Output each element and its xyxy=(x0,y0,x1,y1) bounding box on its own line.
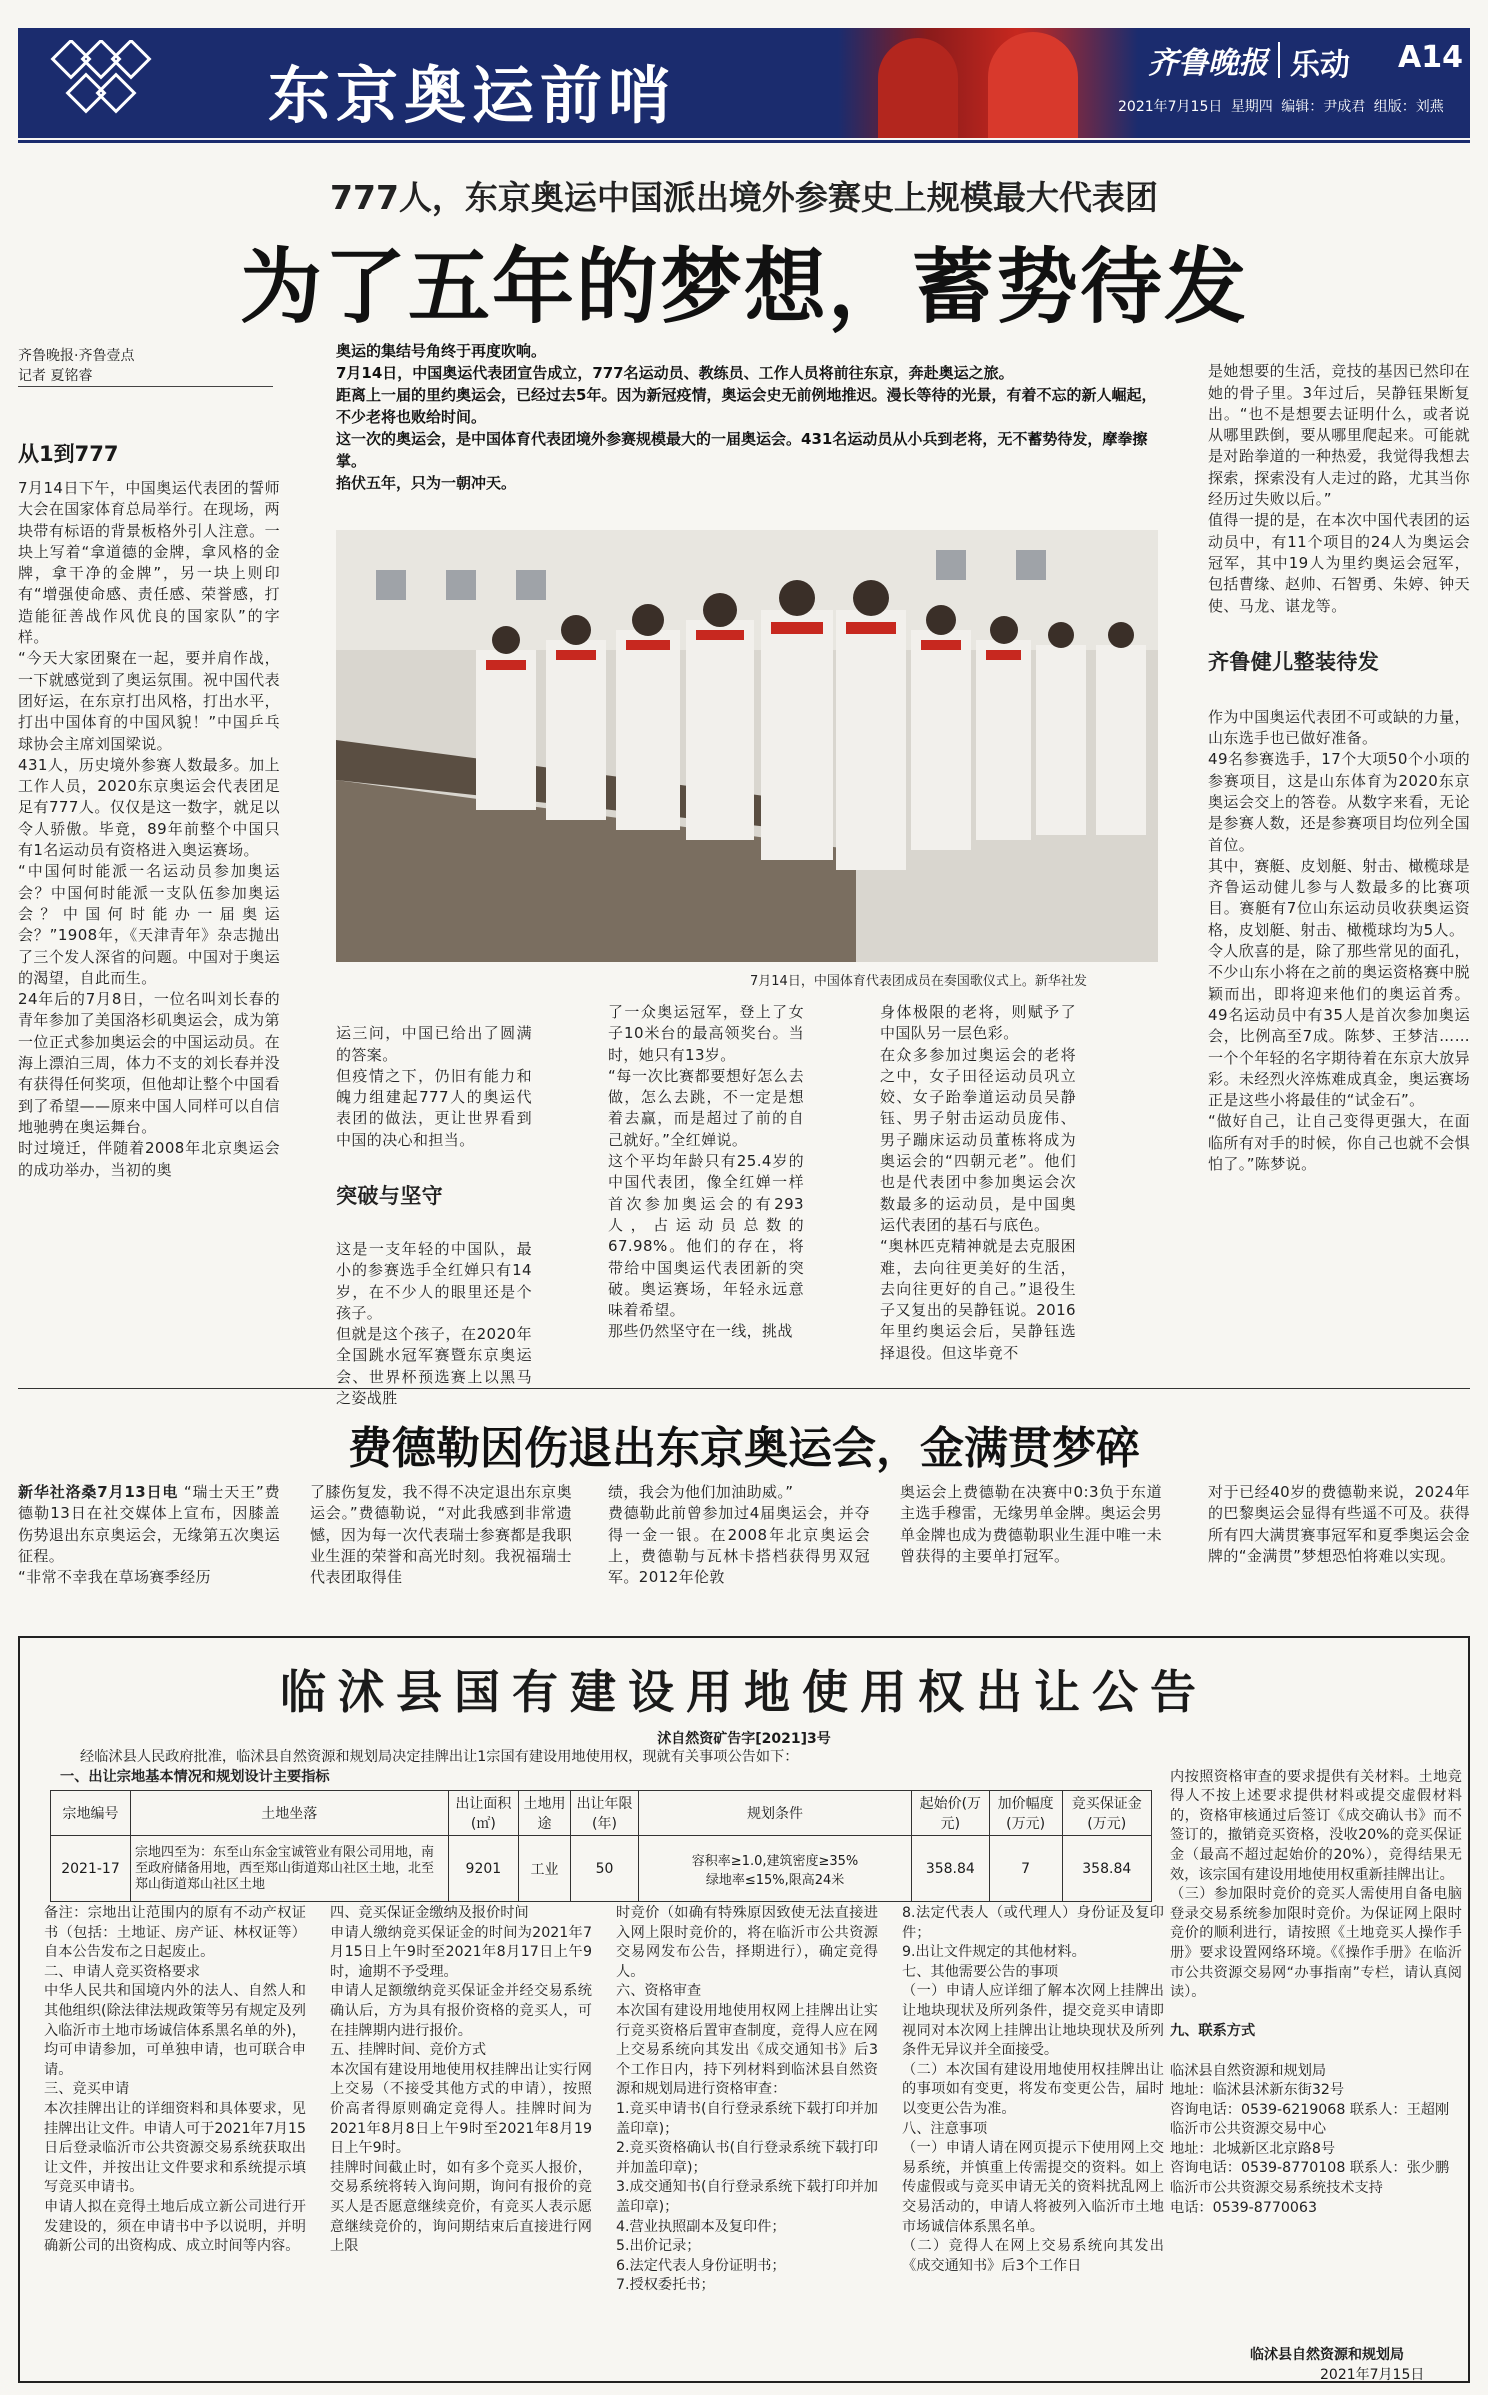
notice-intro: 经临沭县人民政府批准，临沭县自然资源和规划局决定挂牌出让1宗国有建设用地使用权，现就有关事项公告如下： xyxy=(80,1749,799,1765)
table-cell: 7 xyxy=(989,1836,1062,1902)
issue-weekday: 星期四 xyxy=(1230,99,1273,115)
table-cell: 9201 xyxy=(448,1836,519,1902)
article-subtitle: 777人，东京奥运中国派出境外参赛史上规模最大代表团 xyxy=(330,178,1158,217)
notice-number: 沭自然资矿告字[2021]3号 xyxy=(657,1731,831,1747)
section-heading: 突破与坚守 xyxy=(336,1184,443,1209)
table-cell: 宗地四至为：东至山东金宝诚管业有限公司用地，南至政府储备用地，西至郑山街道郑山社区土地，北至郑山街道郑山社区土地 xyxy=(130,1836,448,1902)
table-header: 规划条件 xyxy=(639,1791,912,1836)
article2-column-1 xyxy=(18,1482,280,1588)
header-info xyxy=(1118,96,1444,116)
byline-reporter: 记者 夏铭睿 xyxy=(18,366,273,387)
table-header: 宗地编号 xyxy=(51,1791,131,1836)
article-headline: 为了五年的梦想，蓄势待发 xyxy=(239,240,1248,335)
land-notice xyxy=(18,1636,1470,2383)
article-column-2-text: 运三问，中国已给出了圆满的答案。 但疫情之下，仍旧有能力和魄力组建起777人的奥运代表团的做法，更让世界看到中国的决心和担当。 xyxy=(336,1024,532,1149)
table-cell: 358.84 xyxy=(1062,1836,1151,1902)
page-header xyxy=(18,28,1470,138)
section-name: 乐动 xyxy=(1290,48,1350,83)
byline-source: 齐鲁晚报·齐鲁壹点 xyxy=(18,348,135,364)
table-cell: 工业 xyxy=(519,1836,571,1902)
delegation-photo-image xyxy=(336,530,1158,962)
table-header: 竞买保证金(万元) xyxy=(1062,1791,1151,1836)
table-cell: 358.84 xyxy=(912,1836,990,1902)
notice-right-text: 内按照资格审查的要求提供有关材料。土地竞得人不按上述要求提供材料或提交虚假材料的，资格审核通过后签订《成交确认书》而不签订的，撤销竞买资格，没收20%的竞买保证金（最高不超过起始价的20%），竞得结果无效，该宗国有建设用地使用权重新挂牌出让。 （三）参加限时竞价的竞买人需使用自备电脑登录交易系统参加限时竞价。为保证网上限时竞价的顺利进行，请按照《土地竞买人操作手册》要求设置网络环境。《《操作手册》在临沂市公共资源交易网“办事指南”专栏，请认真阅读）。 xyxy=(1170,1768,1462,2001)
article2-column-4: 奥运会上费德勒在决赛中0:3负于东道主选手穆雷，无缘男单金牌。奥运会男单金牌也成为费德勒职业生涯中唯一未曾获得的主要单打冠军。 xyxy=(900,1483,1162,1565)
table-row xyxy=(51,1836,1152,1902)
page-number: A14 xyxy=(1398,40,1463,75)
table-cell: 50 xyxy=(570,1836,638,1902)
olympic-emblem-icon xyxy=(48,40,168,126)
article2-column-5: 对于已经40岁的费德勒来说，2024年的巴黎奥运会显得有些遥不可及。获得所有四大满贯赛事冠军和夏季奥运会金牌的“金满贯”梦想恐怕将难以实现。 xyxy=(1208,1483,1470,1565)
team-photo xyxy=(336,530,1158,962)
section-heading: 齐鲁健儿整装待发 xyxy=(1208,650,1380,675)
table-header-row xyxy=(51,1791,1152,1836)
designer: 组版：刘燕 xyxy=(1373,99,1444,115)
newspaper-logo: 齐鲁晚报 xyxy=(1148,46,1268,81)
notice-column-1: 备注：宗地出让范围内的原有不动产权证书（包括：土地证、房产证、林权证等）自本公告发布之日起废止。 二、申请人竞买资格要求 中华人民共和国境内外的法人、自然人和其他组织(除法律法规政策等另有规定及列入临沂市土地市场诚信体系黑名单的外)，均可申请参加，可单独申请，也可联合申请。 三、竞买申请 本次挂牌出让的详细资料和具体要求，见挂牌出让文件。申请人可于2021年7月15日后登录临沂市公共资源交易系统获取出让文件，并按出让文件要求和系统提示填写竞买申请书。 申请人拟在竞得土地后成立新公司进行开发建设的，须在申请书中予以说明，并明确新公司的出资构成、成立时间等内容。 xyxy=(44,1905,306,2255)
notice-section-9: 九、联系方式 xyxy=(1170,2023,1256,2040)
header-rule xyxy=(18,140,1470,143)
athletes-photo xyxy=(838,28,1138,138)
dateline: 新华社洛桑7月13日电 xyxy=(18,1483,179,1501)
article-column-5b-text: 作为中国奥运代表团不可或缺的力量，山东选手也已做好准备。 49名参赛选手，17个大项50个小项的参赛项目，这是山东体育为2020东京奥运会交上的答卷。从数字来看，无论是参赛人数，还是参赛项目均位列全国首位。 其中，赛艇、皮划艇、射击、橄榄球是齐鲁运动健儿参与人数最多的比赛项目。赛艇有7位山东运动员收获奥运资格，皮划艇、射击、橄榄球均为5人。 令人欣喜的是，除了那些常见的面孔，不少山东小将在之前的奥运资格赛中脱颖而出，即将迎来他们的奥运首秀。49名运动员中有35人是首次参加奥运会，比例高至7成。陈梦、王梦洁……一个个年轻的名字期待着在东京大放异彩。未经烈火淬炼难成真金，奥运赛场正是这些小将最佳的“试金石”。 “做好自己，让自己变得更强大，在面临所有对手的时候，你自己也就不会惧怕了。”陈梦说。 xyxy=(1208,707,1470,1173)
table-header: 起始价(万元) xyxy=(912,1791,990,1836)
notice-issuer: 临沭县自然资源和规划局 xyxy=(1250,2347,1404,2363)
article-lead: 奥运的集结号角终于再度吹响。 7月14日，中国奥运代表团宣告成立，777名运动员、教练员、工作人员将前往东京，奔赴奥运之旅。 距离上一届的里约奥运会，已经过去5年。因为新冠疫情，奥运会史无前例地推迟。漫长等待的光景，有着不忘的新人崛起，不少老将也败给时间。 这一次的奥运会，是中国体育代表团境外参赛规模最大的一届奥运会。431名运动员从小兵到老将，无不蓄势待发，摩拳擦掌。 掐伏五年，只为一朝冲天。 xyxy=(336,342,1157,492)
photo-caption: 7月14日，中国体育代表团成员在奏国歌仪式上。新华社发 xyxy=(750,974,1087,989)
article2-headline: 费德勒因伤退出东京奥运会，金满贯梦碎 xyxy=(348,1423,1140,1474)
article-column-5 xyxy=(1208,340,1470,1197)
section-banner-title: 东京奥运前哨 xyxy=(268,59,677,132)
article-column-2b-text: 这是一支年轻的中国队，最小的参赛选手全红婵只有14岁，在不少人的眼里还是个孩子。 但就是这个孩子，在2020年全国跳水冠军赛暨东京奥运会、世界杯预选赛上以黑马之姿战胜 xyxy=(336,1239,532,1408)
article-column-3: 了一众奥运冠军，登上了女子10米台的最高领奖台。当时，她只有13岁。 “每一次比赛都要想好怎么去做，怎么去跳，不一定是想着去赢，而是超过了前的自己就好。”全红婵说。 这个平均年龄只有25.4岁的中国代表团，像全红婵一样首次参加奥运会的有293人，占运动员总数的67.98%。他们的存在，将带给中国奥运代表团新的突破。奥运赛场，年轻永远意味着希望。 那些仍然坚守在一线，挑战 xyxy=(608,1003,804,1341)
notice-column-2: 四、竞买保证金缴纳及报价时间 申请人缴纳竞买保证金的时间为2021年7月15日上午9时至2021年8月17日上午9时，逾期不予受理。 申请人足额缴纳竞买保证金并经交易系统确认后，方为具有报价资格的竞买人，可在挂牌期内进行报价。 五、挂牌时间、竞价方式 本次国有建设用地使用权挂牌出让实行网上交易（不接受其他方式的申请），按照价高者得原则确定竞得人。挂牌时间为2021年8月8日上午9时至2021年8月19日上午9时。 挂牌时间截止时，如有多个竞买人报价，交易系统将转入询问期，询问有报价的竞买人是否愿意继续竞价，有竞买人表示愿意继续竞价的，询问期结束后直接进行网上限 xyxy=(330,1905,592,2255)
land-parcel-table xyxy=(50,1790,1152,1902)
article-column-4: 身体极限的老将，则赋予了中国队另一层色彩。 在众多参加过奥运会的老将之中，女子田径运动员巩立姣、女子跆拳道运动员吴静钰、男子射击运动员庞伟、男子蹦床运动员董栋将成为奥运会的“四朝元老”。他们也是代表团中参加奥运会次数最多的运动员，是中国奥运代表团的基石与底色。 “奥林匹克精神就是去克服困难，去向往更美好的生活，去向往更好的自己。”退役生子又复出的吴静钰说。2016年里约奥运会后，吴静钰选择退役。但这毕竟不 xyxy=(880,1003,1076,1362)
article-column-2 xyxy=(336,1002,532,1431)
table-cell: 容积率≥1.0,建筑密度≥35% 绿地率≤15%,限高24米 xyxy=(639,1836,912,1902)
article-column-5-text: 是她想要的生活，竞技的基因已然印在她的骨子里。3年过后，吴静钰果断复出。“也不是想要去证明什么，或者说从哪里跌倒，要从哪里爬起来。可能就是对跆拳道的一种热爱，我觉得我想去探索，探索没有人走过的路，尤其当你经历过失败以后。” 值得一提的是，在本次中国代表团的运动员中，有11个项目的24人为奥运会冠军，其中19人为里约奥运会冠军，包括曹缘、赵帅、石智勇、朱婷、钟天使、马龙、谌龙等。 xyxy=(1208,362,1470,615)
article2-column-2: 了膝伤复发，我不得不决定退出东京奥运会。”费德勒说，“对此我感到非常遗憾，因为每一次代表瑞士参赛都是我职业生涯的荣誉和高光时刻。我祝福瑞士代表团取得佳 xyxy=(310,1483,572,1587)
notice-section-1: 一、出让宗地基本情况和规划设计主要指标 xyxy=(60,1769,330,1785)
table-header: 出让面积(㎡) xyxy=(448,1791,519,1836)
section-heading: 从1到777 xyxy=(18,442,119,466)
table-header: 土地用途 xyxy=(519,1791,571,1836)
article-column-1: 7月14日下午，中国奥运代表团的誓师大会在国家体育总局举行。在现场，两块带有标语的背景板格外引人注意。一块上写着“拿道德的金牌，拿风格的金牌，拿干净的金牌”，另一块上则印有“增强使命感、责任感、荣誉感，打造能征善战作风优良的国家队”的字样。 “今天大家团聚在一起，要并肩作战，一下就感觉到了奥运氛围。祝中国代表团好运，在东京打出风格，打出水平，打出中国体育的中国风貌！”中国乒乓球协会主席刘国梁说。 431人，历史境外参赛人数最多。加上工作人员，2020东京奥运会代表团足足有777人。仅仅是这一数字，就足以令人骄傲。毕竟，89年前整个中国只有1名运动员有资格进入奥运赛场。 “中国何时能派一名运动员参加奥运会？中国何时能派一支队伍参加奥运会？中国何时能办一届奥运会？”1908年，《天津青年》杂志抛出了三个发人深省的问题。中国对于奥运的渴望，自此而生。 24年后的7月8日，一位名叫刘长春的青年参加了美国洛杉矶奥运会，成为第一位正式参加奥运会的中国运动员。在海上漂泊三周，体力不支的刘长春并没有获得任何奖项，但他却让整个中国看到了希望——原来中国人同样可以自信地驰骋在奥运舞台。 时过境迁，伴随着2008年北京奥运会的成功举办，当初的奥 xyxy=(18,479,280,1179)
byline xyxy=(18,346,278,387)
table-header: 出让年限(年) xyxy=(570,1791,638,1836)
table-header: 土地坐落 xyxy=(130,1791,448,1836)
notice-right-column xyxy=(1170,1748,1462,2238)
notice-date: 2021年7月15日 xyxy=(1320,2367,1425,2383)
table-header: 加价幅度(万元) xyxy=(989,1791,1062,1836)
notice-contact: 临沭县自然资源和规划局 地址：临沭县沭新东街32号 咨询电话：0539-6219068 联系人：王超刚 临沂市公共资源交易中心 地址：北城新区北京路8号 咨询电话：0539-8770108 联系人：张少鹏 临沂市公共资源交易系统技术支持 电话：0539-8770063 xyxy=(1170,2062,1450,2216)
notice-column-3: 时竞价（如确有特殊原因致使无法直接进入网上限时竞价的，将在临沂市公共资源交易网发布公告，择期进行），确定竞得人。 六、资格审查 本次国有建设用地使用权网上挂牌出让实行竞买资格后置审查制度，竞得人应在网上交易系统向其发出《成交通知书》后3个工作日内，持下列材料到临沭县自然资源和规划局进行资格审查： 1.竞买申请书(自行登录系统下载打印并加盖印章)； 2.竞买资格确认书(自行登录系统下载打印并加盖印章)； 3.成交通知书(自行登录系统下载打印并加盖印章)； 4.营业执照副本及复印件； 5.出价记录； 6.法定代表人身份证明书； 7.授权委托书； xyxy=(616,1905,878,2294)
table-cell: 2021-17 xyxy=(51,1836,131,1902)
editor: 编辑：尹成君 xyxy=(1281,99,1366,115)
article2-column-3: 绩，我会为他们加油助威。” 费德勒此前曾参加过4届奥运会，并夺得一金一银。在2008年北京奥运会上，费德勒与瓦林卡搭档获得男双冠军。2012年伦敦 xyxy=(608,1483,870,1587)
divider xyxy=(1278,42,1280,78)
issue-date: 2021年7月15日 xyxy=(1118,99,1223,115)
notice-title: 临沭县国有建设用地使用权出让公告 xyxy=(280,1665,1208,1719)
notice-column-4: 8.法定代表人（或代理人）身份证及复印件； 9.出让文件规定的其他材料。 七、其他需要公告的事项 （一）申请人应详细了解本次网上挂牌出让地块现状及所列条件，提交竞买申请即视同对本次网上挂牌出让地块现状及所列条件无异议并全面接受。 （二）本次国有建设用地使用权挂牌出让的事项如有变更，将发布变更公告，届时以变更公告为准。 八、注意事项 （一）申请人请在网页提示下使用网上交易系统，并慎重上传需提交的资料。如上传虚假或与竞买申请无关的资料扰乱网上交易活动的，申请人将被列入临沂市土地市场诚信体系黑名单。 （二）竞得人在网上交易系统向其发出《成交通知书》后3个工作日 xyxy=(902,1905,1164,2274)
article-divider xyxy=(18,1388,1470,1389)
article2-column-1-text: “瑞士天王”费德勒13日在社交媒体上宣布，因膝盖伤势退出东京奥运会，无缘第五次奥运征程。 “非常不幸我在草场赛季经历 xyxy=(18,1483,280,1587)
